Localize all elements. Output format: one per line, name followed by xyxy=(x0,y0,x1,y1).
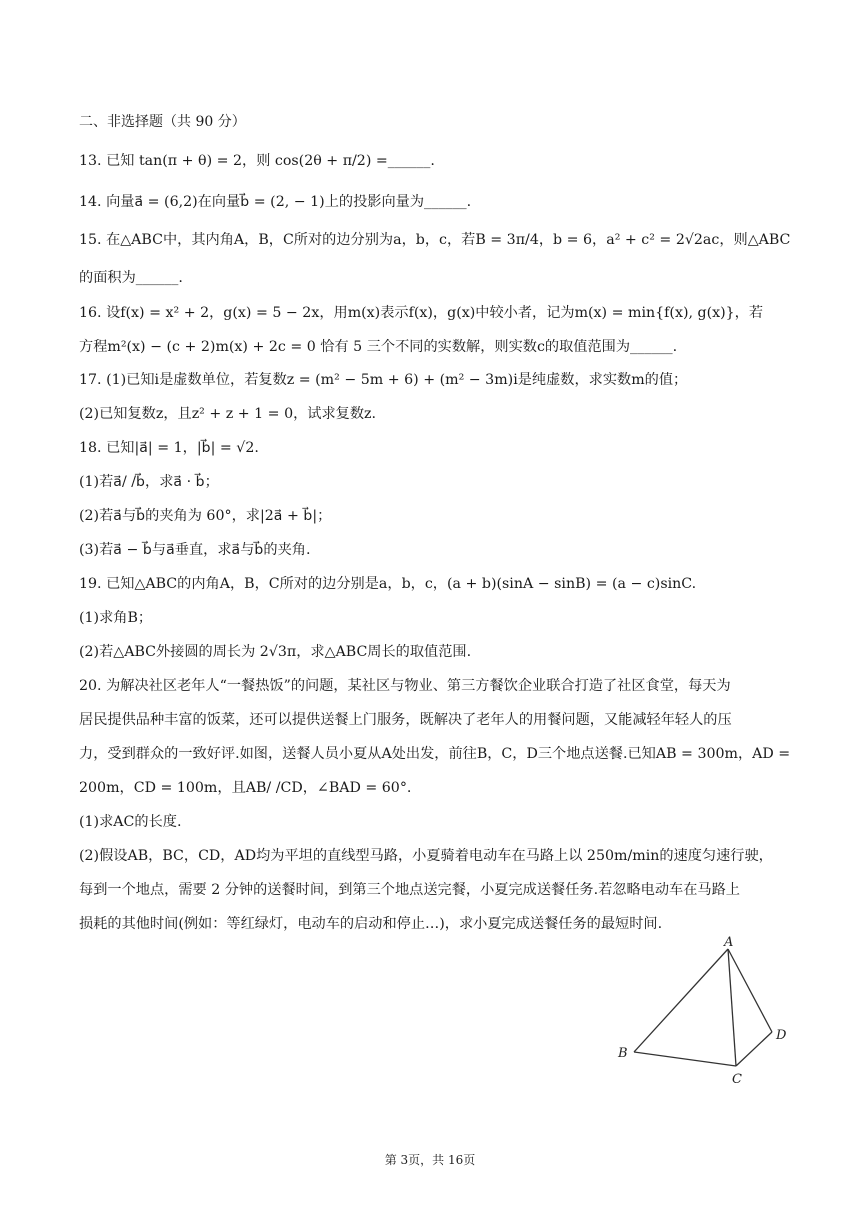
page-footer: 第 3页，共 16页 xyxy=(384,1153,476,1167)
question-20-part-2-line-2: 每到一个地点，需要 2 分钟的送餐时间，到第三个地点送完餐，小夏完成送餐任务.若忽略电动车在马路上 xyxy=(79,882,740,898)
edge-bc xyxy=(634,1052,736,1066)
question-19: 19. 已知△ABC的内角A，B，C所对的边分别是a，b，c，(a + b)(sinA − sinB) = (a − c)sinC. xyxy=(79,576,697,592)
question-18: 18. 已知|a⃗| = 1，|b⃗| = √2. xyxy=(79,440,259,456)
diagonal-ac xyxy=(728,949,736,1066)
edge-da xyxy=(728,949,772,1032)
question-15-line-2: 的面积为______. xyxy=(79,270,183,286)
section-title: 二、非选择题（共 90 分） xyxy=(79,114,246,130)
question-19-part-1: (1)求角B； xyxy=(79,610,153,626)
question-20-line-2: 居民提供品种丰富的饭菜，还可以提供送餐上门服务，既解决了老年人的用餐问题，又能减轻年轻人的压 xyxy=(79,712,732,728)
question-20-line-3: 力，受到群众的一致好评.如图，送餐人员小夏从A处出发，前往B，C，D三个地点送餐.已知AB = 300m，AD = xyxy=(79,746,791,762)
question-13: 13. 已知 tan(π + θ) = 2，则 cos(2θ + π/2) =______. xyxy=(79,153,435,169)
question-20-part-2-line-3: 损耗的其他时间(例如：等红绿灯，电动车的启动和停止…)，求小夏完成送餐任务的最短时间. xyxy=(79,916,663,932)
edge-cd xyxy=(736,1032,772,1066)
vertex-label-c: C xyxy=(732,1072,742,1087)
question-16-line-2: 方程m²(x) − (c + 2)m(x) + 2c = 0 恰有 5 三个不同的实数解，则实数c的取值范围为______. xyxy=(79,339,678,355)
question-15-line-1: 15. 在△ABC中，其内角A，B，C所对的边分别为a，b，c，若B = 3π/4，b = 6，a² + c² = 2√2ac，则△ABC xyxy=(79,232,791,248)
question-16-line-1: 16. 设f(x) = x² + 2，g(x) = 5 − 2x，用m(x)表示f(x)，g(x)中较小者，记为m(x) = min{f(x), g(x)}，若 xyxy=(79,305,764,321)
question-20-part-2-line-1: (2)假设AB，BC，CD，AD均为平坦的直线型马路，小夏骑着电动车在马路上以 250m/min的速度匀速行驶， xyxy=(79,848,773,864)
vertex-label-a: A xyxy=(724,935,734,950)
question-20-line-1: 20. 为解决社区老年人“一餐热饭”的问题，某社区与物业、第三方餐饮企业联合打造了社区食堂，每天为 xyxy=(79,678,731,694)
question-17-part-2: (2)已知复数z，且z² + z + 1 = 0，试求复数z. xyxy=(79,406,377,422)
question-20-part-1: (1)求AC的长度. xyxy=(79,814,182,830)
quadrilateral-figure xyxy=(612,932,802,1088)
edge-ab xyxy=(634,949,728,1052)
vertex-label-d: D xyxy=(776,1028,787,1043)
vertex-label-b: B xyxy=(618,1046,628,1061)
question-17-part-1: 17. (1)已知i是虚数单位，若复数z = (m² − 5m + 6) + (m² − 3m)i是纯虚数，求实数m的值； xyxy=(79,372,688,388)
question-18-part-1: (1)若a⃗/ /b⃗，求a⃗ · b⃗； xyxy=(79,474,219,490)
question-18-part-3: (3)若a⃗ − b⃗与a⃗垂直，求a⃗与b⃗的夹角. xyxy=(79,542,311,558)
question-20-line-4: 200m，CD = 100m，且AB/ /CD，∠BAD = 60°. xyxy=(79,780,412,796)
question-18-part-2: (2)若a⃗与b⃗的夹角为 60°，求|2a⃗ + b⃗|； xyxy=(79,508,332,524)
question-19-part-2: (2)若△ABC外接圆的周长为 2√3π，求△ABC周长的取值范围. xyxy=(79,644,472,660)
question-14: 14. 向量a⃗ = (6,2)在向量b⃗ = (2, − 1)上的投影向量为______. xyxy=(79,194,472,210)
